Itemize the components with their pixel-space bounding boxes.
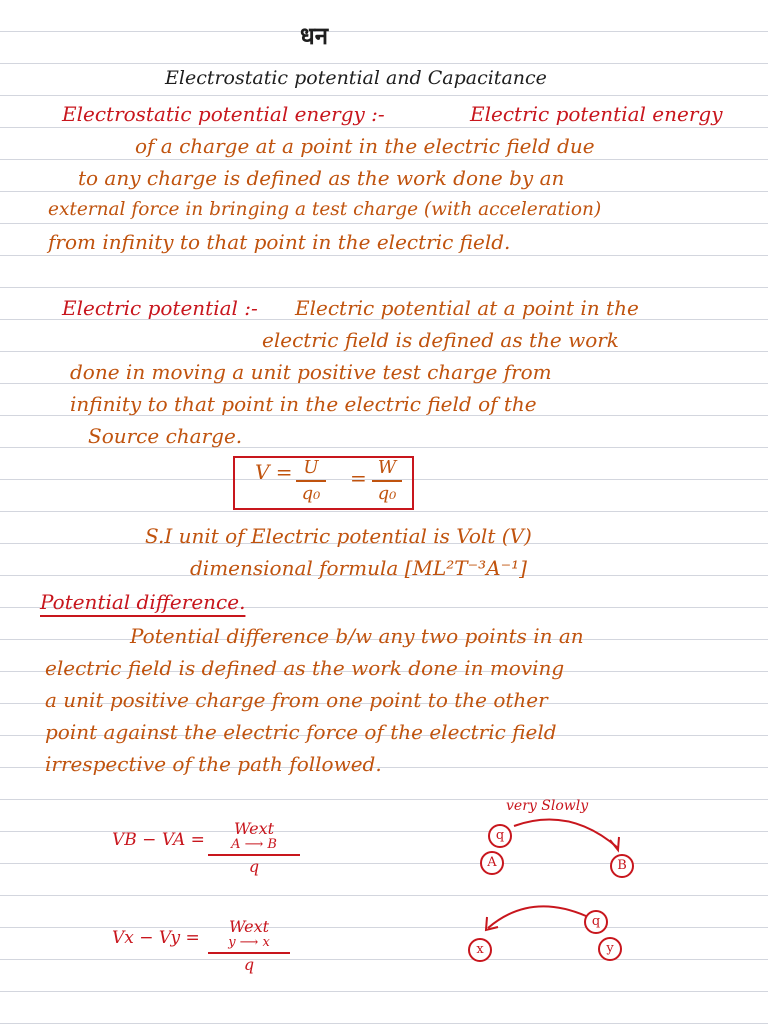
page-title: Electrostatic potential and Capacitance	[165, 67, 547, 89]
difference-line-5: irrespective of the path followed.	[45, 752, 382, 776]
formula-num-1: U	[303, 457, 319, 478]
potential-line-2: electric field is defined as the work	[262, 328, 619, 352]
difference-line-4: point against the electric force of the electric field	[45, 720, 557, 744]
eq1-lhs: VB − VA =	[112, 830, 205, 850]
potential-line-3: done in moving a unit positive test charge from	[70, 360, 552, 384]
point-circle-y: y	[598, 937, 622, 961]
arc-arrow-y-to-x	[488, 906, 586, 928]
energy-line-3: to any charge is defined as the work done by an	[78, 166, 565, 190]
si-unit-line: S.I unit of Electric potential is Volt (V)	[145, 524, 532, 548]
eq2-sub: y ⟶ x	[228, 935, 270, 950]
dimension-line: dimensional formula [ML²T⁻³A⁻¹]	[190, 556, 527, 580]
energy-line-2: of a charge at a point in the electric field due	[135, 134, 595, 158]
formula-equals: =	[350, 466, 367, 490]
formula-num-2: W	[377, 457, 397, 478]
point-circle-a: A	[480, 851, 504, 875]
diagram1-note: very Slowly	[506, 798, 589, 814]
eq2-den: q	[243, 955, 255, 974]
charge-circle-q: q	[488, 824, 512, 848]
header-mark: धन	[300, 21, 329, 50]
eq2-lhs: Vx − Vy =	[112, 928, 200, 948]
formula-den-1: q₀	[301, 483, 321, 504]
energy-line-1: Electric potential energy	[470, 102, 723, 126]
difference-heading: Potential difference.	[40, 590, 246, 614]
eq1-sub: A ⟶ B	[231, 837, 277, 852]
formula-lhs: V =	[255, 460, 293, 484]
energy-line-5: from infinity to that point in the electric field.	[48, 230, 511, 254]
potential-line-5: Source charge.	[88, 424, 243, 448]
eq1-num: Wext	[233, 819, 275, 838]
eq2-num: Wext	[228, 917, 270, 936]
eq1-den: q	[248, 857, 260, 876]
energy-heading: Electrostatic potential energy :-	[62, 102, 385, 126]
potential-heading: Electric potential :-	[62, 296, 258, 320]
arc-arrow-a-to-b	[514, 820, 618, 848]
potential-line-1: Electric potential at a point in the	[295, 296, 639, 320]
point-circle-x: x	[468, 938, 492, 962]
formula-den-2: q₀	[377, 483, 397, 504]
difference-line-2: electric field is defined as the work done in moving	[45, 656, 565, 680]
energy-line-4: external force in bringing a test charge (with acceleration)	[48, 199, 602, 220]
point-circle-b: B	[610, 854, 634, 878]
difference-line-1: Potential difference b/w any two points in an	[130, 624, 584, 648]
difference-line-3: a unit positive charge from one point to the other	[45, 688, 548, 712]
charge-circle-q2: q	[584, 910, 608, 934]
potential-line-4: infinity to that point in the electric field of the	[70, 392, 537, 416]
